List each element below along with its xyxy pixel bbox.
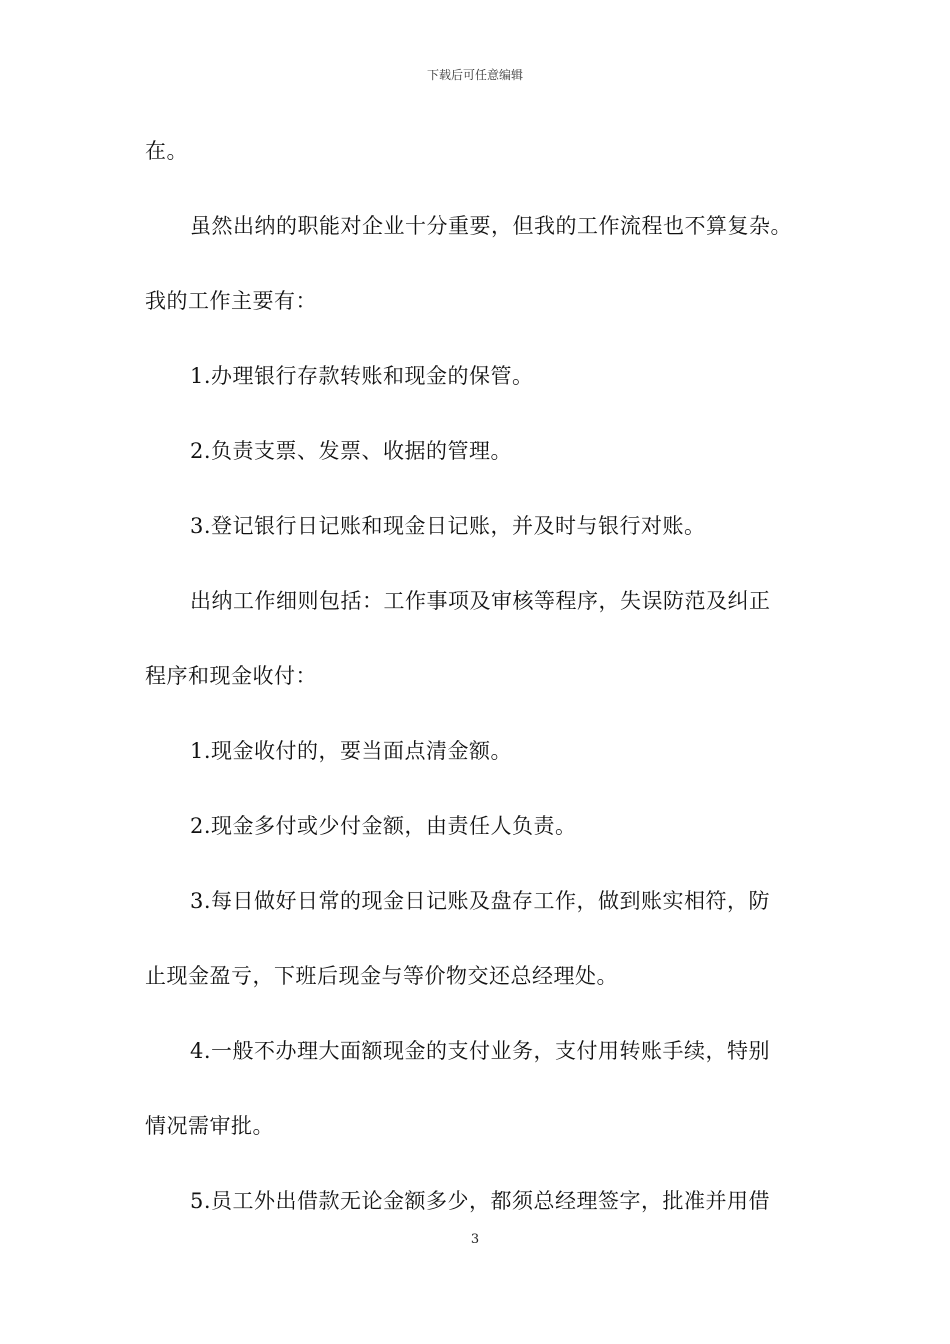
paragraph-line: 在。: [145, 139, 188, 163]
list-item: 1.现金收付的，要当面点清金额。: [190, 739, 513, 763]
paragraph-line: 情况需审批。: [145, 1114, 274, 1138]
list-item: 4.一般不办理大面额现金的支付业务，支付用转账手续，特别: [190, 1039, 771, 1063]
paragraph-line: 程序和现金收付：: [145, 664, 317, 688]
list-item: 5.员工外出借款无论金额多少，都须总经理签字，批准并用借: [190, 1189, 771, 1213]
paragraph-line: 虽然出纳的职能对企业十分重要，但我的工作流程也不算复杂。: [190, 214, 792, 238]
paragraph-line: 出纳工作细则包括：工作事项及审核等程序，失误防范及纠正: [190, 589, 771, 613]
list-item: 3.每日做好日常的现金日记账及盘存工作，做到账实相符，防: [190, 889, 771, 913]
document-body: [145, 132, 810, 1257]
paragraph-line: 止现金盈亏，下班后现金与等价物交还总经理处。: [145, 964, 618, 988]
page-header: 下载后可任意编辑: [426, 68, 523, 82]
list-item: 1.办理银行存款转账和现金的保管。: [190, 364, 534, 388]
list-item: 3.登记银行日记账和现金日记账，并及时与银行对账。: [190, 514, 706, 538]
list-item: 2.现金多付或少付金额，由责任人负责。: [190, 814, 577, 838]
list-item: 2.负责支票、发票、收据的管理。: [190, 439, 513, 463]
paragraph-line: 我的工作主要有：: [145, 289, 317, 313]
page-number: 3: [470, 1232, 480, 1247]
